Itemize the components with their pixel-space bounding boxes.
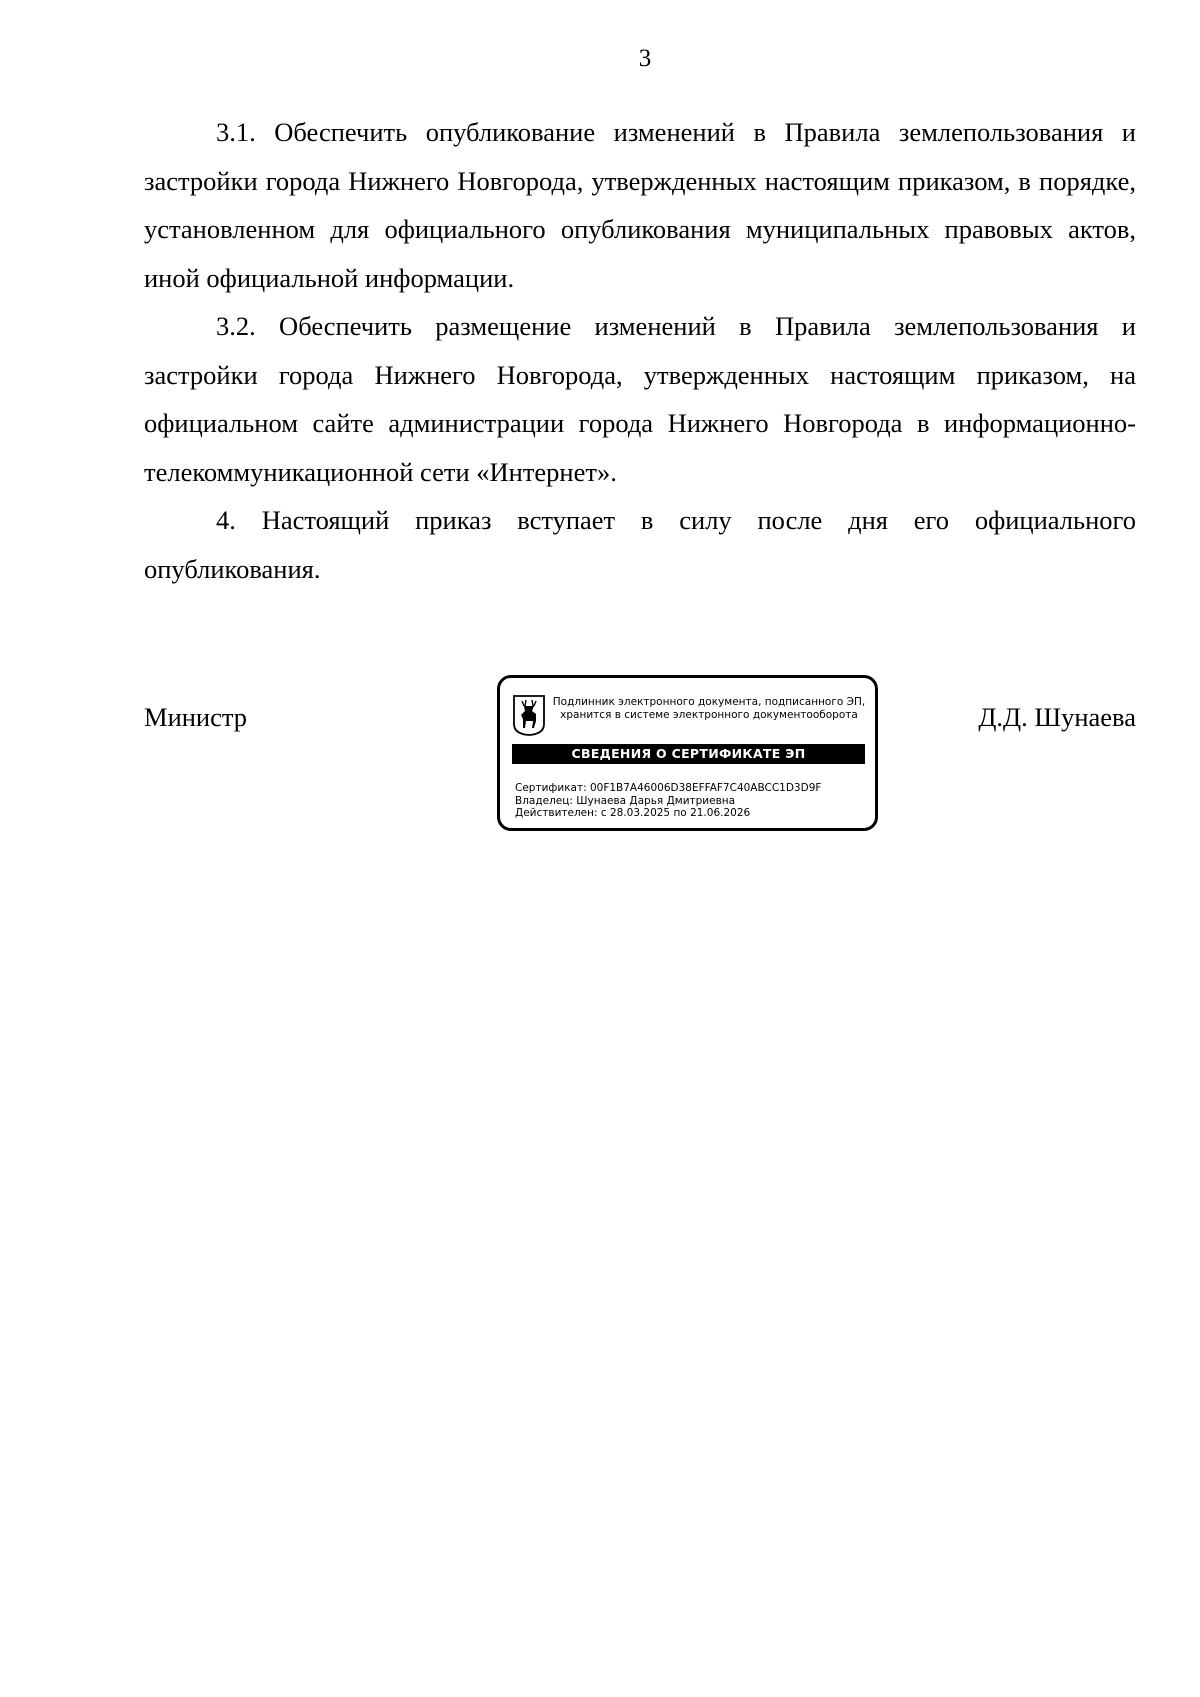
- signature-block: [0, 675, 1200, 845]
- electronic-signature-stamp: [497, 675, 878, 831]
- deer-emblem-icon: [512, 694, 546, 736]
- certificate-details: [515, 782, 865, 820]
- certificate-validity: Действителен: с 28.03.2025 по 21.06.2026: [515, 807, 751, 819]
- paragraph-3-1: 3.1. Обеспечить опубликование изменений в Правила землепользования и застройки города Нижнего Новгорода, утвержденных настоящим приказом, в порядке, установленном для официального опубликования муниципальных правовых актов, иной официальной информации.: [144, 117, 1136, 293]
- document-body: [144, 108, 1136, 593]
- signatory-name: Д.Д. Шунаева: [978, 702, 1136, 732]
- page-number: 3: [638, 45, 652, 72]
- paragraph-4: 4. Настоящий приказ вступает в силу после дня его официального опубликования.: [144, 505, 1136, 584]
- stamp-header-line-2: хранится в системе электронного документооборота: [560, 709, 858, 721]
- paragraph-3-2: 3.2. Обеспечить размещение изменений в Правила землепользования и застройки города Нижнего Новгорода, утвержденных настоящим приказом, на официальном сайте администрации города Нижнего Новгорода в информационно-телекоммуникационной сети «Интернет».: [144, 311, 1136, 487]
- certificate-owner: Владелец: Шунаева Дарья Дмитриевна: [515, 794, 736, 807]
- stamp-header: [550, 696, 868, 722]
- signatory-title: Министр: [144, 702, 248, 732]
- certificate-info-bar: СВЕДЕНИЯ О СЕРТИФИКАТЕ ЭП: [512, 744, 865, 764]
- certificate-number: Сертификат: 00F1B7A46006D38EFFAF7C40ABCC1D3D9F: [515, 782, 822, 794]
- stamp-header-line-1: Подлинник электронного документа, подписанного ЭП,: [552, 696, 866, 708]
